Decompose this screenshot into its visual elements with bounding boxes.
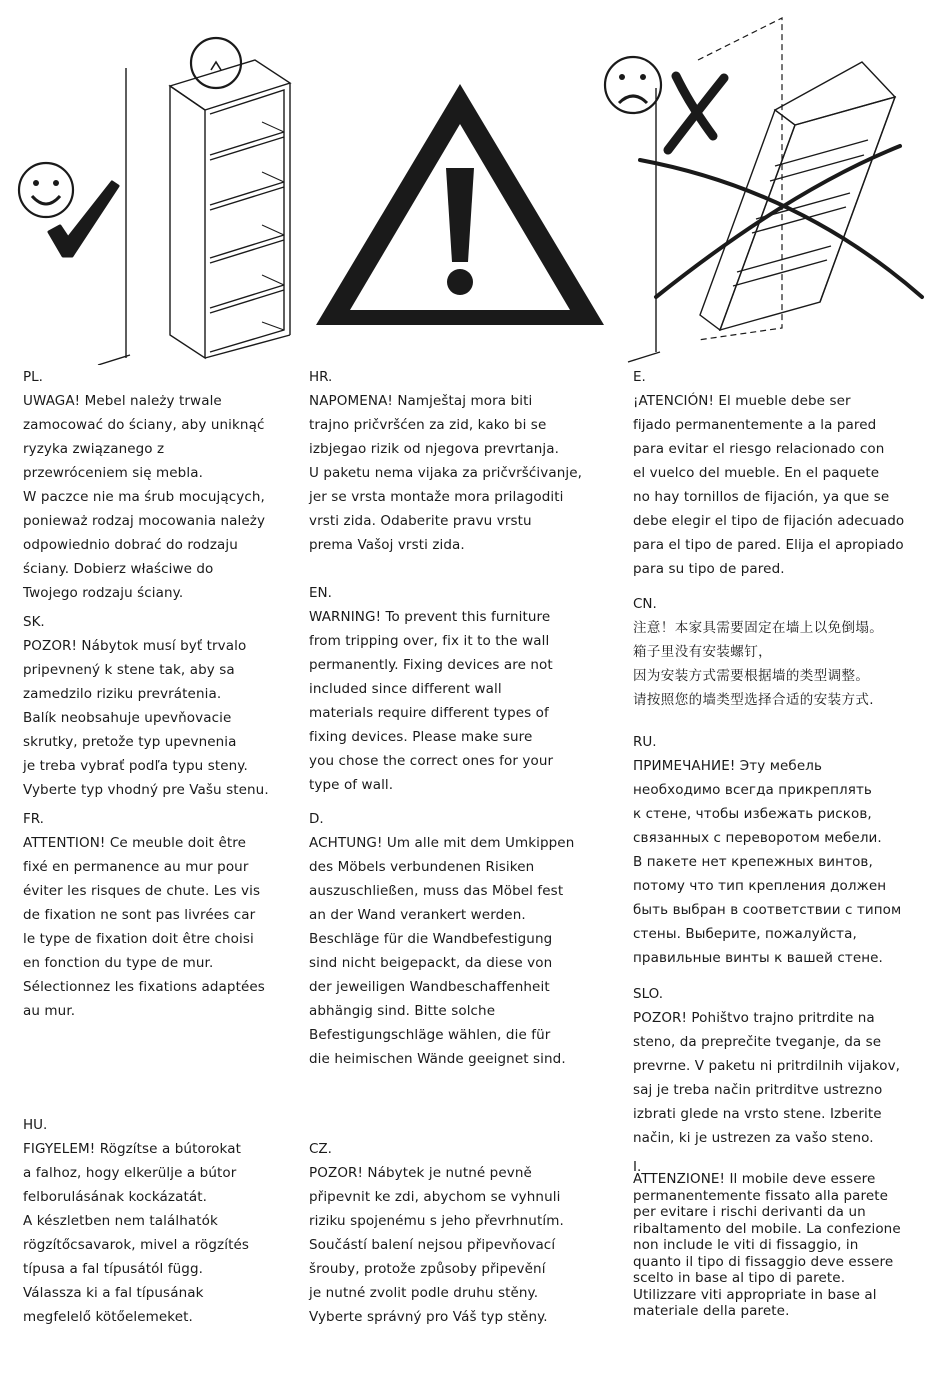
text-line: scelto in base al tipo di parete.	[633, 1270, 846, 1286]
text-line: trajno pričvršćen za zid, kako bi se	[309, 417, 547, 433]
language-code: SLO.	[633, 986, 663, 1002]
text-line: FIGYELEM! Rögzítse a bútorokat	[23, 1141, 241, 1157]
text-line: A készletben nem találhatók	[23, 1213, 218, 1229]
text-line: para el tipo de pared. Elija el apropiado	[633, 537, 904, 553]
text-line: način, ki je ustrezen za vašo steno.	[633, 1130, 874, 1146]
text-line: type of wall.	[309, 777, 394, 793]
warning-es	[633, 365, 923, 581]
text-line: en fonction du type de mur.	[23, 955, 214, 971]
warning-ru	[633, 730, 923, 970]
cross-icon	[668, 76, 724, 150]
text-line: non include le viti di fissaggio, in	[633, 1237, 859, 1253]
wall-mounted-bookcase	[98, 38, 290, 365]
text-line: prevrne. V paketu ni pritrdilnih vijakov,	[633, 1058, 901, 1074]
text-line: riziku spojenému s jeho převrhnutím.	[309, 1213, 564, 1229]
text-line: izbrati glede na vrsto stene. Izberite	[633, 1106, 882, 1122]
text-line: típusa a fal típusától függ.	[23, 1261, 204, 1277]
text-line: Utilizzare viti appropriate in base al	[633, 1286, 877, 1303]
language-code: D.	[309, 811, 324, 827]
language-code: HR.	[309, 369, 333, 385]
warning-triangle-icon	[316, 84, 604, 325]
text-line: materiale della parete.	[633, 1303, 790, 1319]
text-line: Beschläge für die Wandbefestigung	[309, 931, 553, 947]
text-line: ściany. Dobierz właściwe do	[23, 561, 214, 577]
text-line: des Möbels verbundenen Risiken	[309, 859, 535, 875]
text-line: Befestigungschläge wählen, die für	[309, 1027, 551, 1043]
text-line: para evitar el riesgo relacionado con	[633, 441, 885, 457]
text-line: ATTENTION! Ce meuble doit être	[23, 835, 247, 851]
text-line: prema Vašoj vrsti zida.	[309, 537, 465, 553]
text-line: Součástí balení nejsou připevňovací	[309, 1237, 556, 1253]
text-line: ¡ATENCIÓN! El mueble debe ser	[633, 393, 851, 409]
text-line: 注意！本家具需要固定在墙上以免倒塌。	[633, 620, 884, 636]
text-line: Válassza ki a fal típusának	[23, 1285, 204, 1301]
text-line: В пакете нет крепежных винтов,	[633, 854, 873, 870]
text-line: ACHTUNG! Um alle mit dem Umkippen	[309, 835, 575, 851]
warning-it	[633, 1155, 923, 1320]
text-line: zamocować do ściany, aby uniknąć	[23, 417, 265, 433]
text-line: au mur.	[23, 1003, 76, 1019]
text-line: POZOR! Pohištvo trajno pritrdite na	[633, 1010, 875, 1026]
text-line: WARNING! To prevent this furniture	[309, 609, 551, 625]
text-line: odpowiednio dobrać do rodzaju	[23, 537, 238, 553]
text-line: a falhoz, hogy elkerülje a bútor	[23, 1165, 237, 1181]
text-line: saj je treba način pritrditve ustrezno	[633, 1082, 883, 1098]
text-line: ribaltamento del mobile. La confezione	[633, 1220, 901, 1237]
warning-fr	[23, 807, 313, 1023]
text-line: jer se vrsta montaže mora prilagoditi	[309, 489, 564, 505]
text-line: from tripping over, fix it to the wall	[309, 633, 550, 649]
warning-cz	[309, 1137, 599, 1329]
text-line: éviter les risques de chute. Les vis	[23, 883, 261, 899]
text-line: der jeweiligen Wandbeschaffenheit	[309, 979, 550, 995]
text-line: pripevnený k stene tak, aby sa	[23, 662, 235, 678]
language-code: I.	[633, 1159, 642, 1175]
text-line: W paczce nie ma śrub mocujących,	[23, 489, 265, 505]
warning-cn	[633, 592, 923, 712]
warning-en	[309, 581, 599, 797]
warning-pl	[23, 365, 313, 605]
text-line: Sélectionnez les fixations adaptées	[23, 979, 265, 995]
text-line: you chose the correct ones for your	[309, 753, 554, 769]
text-line: POZOR! Nábytok musí byť trvalo	[23, 638, 247, 654]
warning-hr	[309, 365, 599, 557]
checkmark-icon	[49, 182, 118, 256]
text-line: Vyberte typ vhodný pre Vašu stenu.	[23, 782, 269, 798]
text-line: POZOR! Nábytek je nutné pevně	[309, 1165, 532, 1181]
text-line: 因为安装方式需要根据墙的类型调整。	[633, 668, 870, 684]
warning-de	[309, 807, 599, 1071]
text-line: de fixation ne sont pas livrées car	[23, 907, 256, 923]
text-line: przewróceniem się mebla.	[23, 465, 203, 481]
text-line: quanto il tipo di fissaggio deve essere	[633, 1253, 894, 1270]
text-line: per evitare i rischi derivanti da un	[633, 1204, 866, 1220]
language-code: E.	[633, 369, 646, 385]
text-line: permanentemente fissato alla parete	[633, 1187, 889, 1204]
text-line: UWAGA! Mebel należy trwale	[23, 393, 222, 409]
text-line: fixing devices. Please make sure	[309, 729, 533, 745]
text-line: fijado permanentemente a la pared	[633, 417, 877, 433]
text-line: zamedzilo riziku prevrátenia.	[23, 686, 222, 702]
text-line: an der Wand verankert werden.	[309, 907, 526, 923]
language-code: RU.	[633, 734, 657, 750]
text-line: para su tipo de pared.	[633, 561, 785, 577]
text-line: ПРИМЕЧАНИЕ! Эту мебель	[633, 758, 823, 774]
text-line: included since different wall	[309, 681, 502, 697]
text-line: permanently. Fixing devices are not	[309, 657, 553, 673]
text-line: materials require different types of	[309, 705, 549, 721]
text-line: необходимо всегда прикреплять	[633, 782, 872, 798]
language-code: FR.	[23, 811, 44, 827]
text-line: steno, da preprečite tveganje, da se	[633, 1034, 882, 1050]
text-line: die heimischen Wände geeignet sind.	[309, 1051, 566, 1067]
text-line: izbjegao rizik od njegova prevrtanja.	[309, 441, 560, 457]
big-x-lines	[640, 146, 922, 297]
language-code: SK.	[23, 614, 45, 630]
text-line: je treba vybrať podľa typu steny.	[23, 758, 248, 774]
warning-sk	[23, 610, 313, 802]
text-line: vrsti zida. Odaberite pravu vrstu	[309, 513, 532, 529]
text-line: šrouby, protože způsoby připevění	[309, 1261, 546, 1277]
warning-slo	[633, 982, 923, 1150]
language-code: EN.	[309, 585, 332, 601]
text-line: потому что тип крепления должен	[633, 878, 887, 894]
text-line: ponieważ rodzaj mocowania należy	[23, 513, 266, 529]
text-line: Vyberte správný pro Váš typ stěny.	[309, 1309, 548, 1325]
text-line: el vuelco del mueble. En el paquete	[633, 465, 880, 481]
text-line: skrutky, pretože typ upevnenia	[23, 734, 237, 750]
text-line: abhängig sind. Bitte solche	[309, 1003, 496, 1019]
text-line: sind nicht beigepackt, da diese von	[309, 955, 553, 971]
text-line: быть выбран в соответствии с типом	[633, 902, 902, 918]
language-code: HU.	[23, 1117, 48, 1133]
text-line: 箱子里没有安装螺钉，	[633, 644, 772, 660]
text-line: no hay tornillos de fijación, ya que se	[633, 489, 890, 505]
text-line: ryzyka związanego z	[23, 441, 165, 457]
text-line: rögzítőcsavarok, mivel a rögzítés	[23, 1237, 250, 1253]
text-line: связанных с переворотом мебели.	[633, 830, 882, 846]
text-line: debe elegir el tipo de fijación adecuado	[633, 513, 905, 529]
text-line: 请按照您的墙类型选择合适的安装方式.	[633, 692, 874, 708]
text-line: je nutné zvolit podle druhu stěny.	[309, 1285, 539, 1301]
warning-hu	[23, 1113, 313, 1329]
language-code: CN.	[633, 596, 657, 612]
text-line: Twojego rodzaju ściany.	[23, 585, 184, 601]
smiley-sad-icon	[605, 57, 661, 113]
text-line: auszuschließen, muss das Möbel fest	[309, 883, 564, 899]
safety-illustration	[0, 0, 950, 365]
text-line: к стене, чтобы избежать рисков,	[633, 806, 872, 822]
language-code: PL.	[23, 369, 43, 385]
text-line: стены. Выберите, пожалуйста,	[633, 926, 857, 942]
text-line: felborulásának kockázatát.	[23, 1189, 207, 1205]
tipping-bookcase	[628, 18, 895, 362]
text-line: le type de fixation doit être choisi	[23, 931, 254, 947]
text-line: připevnit ke zdi, abychom se vyhnuli	[309, 1189, 561, 1205]
text-line: Balík neobsahuje upevňovacie	[23, 710, 232, 726]
text-line: NAPOMENA! Namještaj mora biti	[309, 393, 533, 409]
text-line: megfelelő kötőelemeket.	[23, 1309, 193, 1325]
text-line: U paketu nema vijaka za pričvršćivanje,	[309, 465, 583, 481]
language-code: CZ.	[309, 1141, 332, 1157]
smiley-happy-icon	[19, 163, 73, 217]
text-line: ATTENZIONE! Il mobile deve essere	[633, 1171, 876, 1187]
text-line: правильные винты к вашей стене.	[633, 950, 883, 966]
text-line: fixé en permanence au mur pour	[23, 859, 249, 875]
